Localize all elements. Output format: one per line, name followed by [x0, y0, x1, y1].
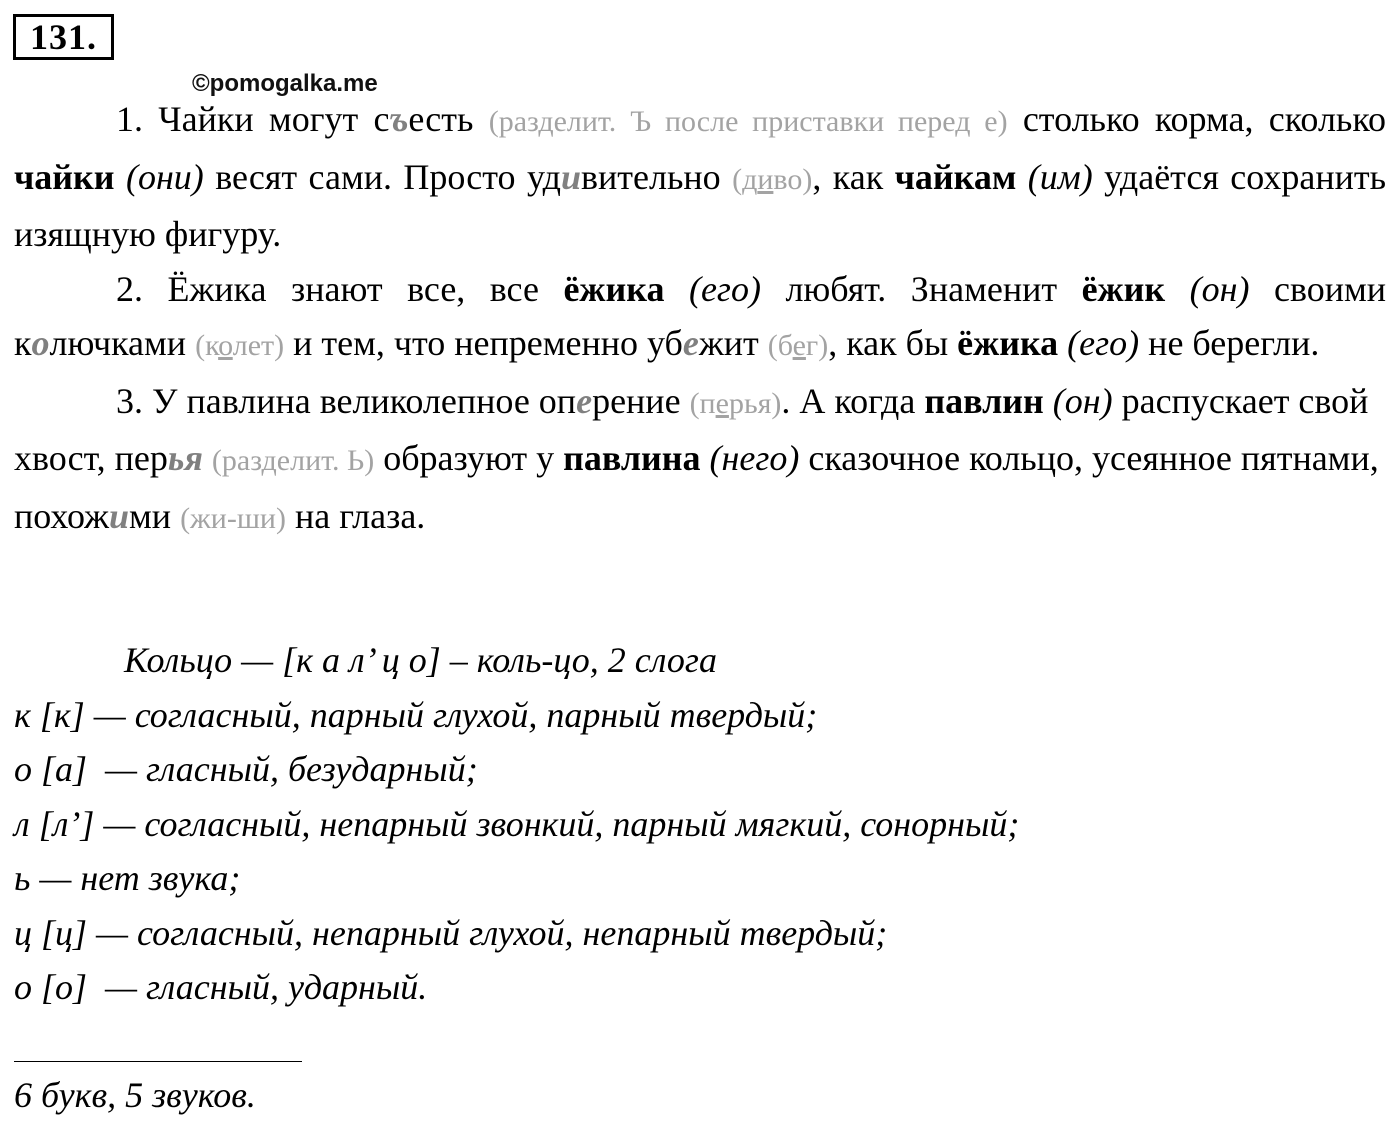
highlighted-letter: и: [561, 156, 582, 197]
pronoun: (он): [1189, 268, 1250, 309]
hint-part: (д: [732, 162, 758, 196]
bold-word: ёжика: [563, 268, 665, 309]
sentence-1: [14, 92, 1386, 262]
hint-part: (п: [689, 386, 716, 420]
phonetic-line: о [а] — гласный, безударный;: [14, 749, 478, 789]
bold-word: павлин: [924, 380, 1044, 421]
phonetic-line: о [о] — гласный, ударный.: [14, 967, 428, 1007]
phonetic-line: ь — нет звука;: [14, 858, 241, 898]
pronoun: (они): [125, 156, 204, 197]
text: сказочное кольцо, усеянное пятнами, похож: [14, 438, 1379, 536]
text: , как бы: [828, 323, 958, 363]
pronoun: (он): [1052, 380, 1113, 421]
highlighted-letter: ья: [167, 438, 203, 478]
highlighted-letter: е: [576, 380, 593, 421]
footer-divider: [14, 1061, 302, 1062]
hint-part: (б: [767, 329, 793, 362]
sentence-3: [14, 374, 1386, 547]
text: 3. У павлина великолепное оп: [116, 380, 577, 421]
hint-underlined: е: [715, 386, 729, 420]
hint: (жи-ши): [180, 501, 286, 535]
hint: [732, 163, 812, 196]
hint-part: во): [773, 162, 813, 196]
text: 1. Чайки могут с: [116, 99, 390, 139]
text: и тем, что непременно уб: [284, 323, 683, 363]
text: 2. Ёжика знают все, все: [116, 268, 564, 309]
hint: (разделит. Ъ после приставки перед е): [488, 105, 1008, 138]
text: весят сами. Просто уд: [203, 156, 561, 197]
watermark: ©pomogalka.me: [192, 70, 378, 97]
bold-word: ёжика: [957, 323, 1059, 363]
text: ми: [129, 495, 181, 536]
bold-word: ёжик: [1081, 268, 1166, 309]
hint-part: рья): [728, 386, 782, 420]
bold-word: чайкам: [894, 156, 1017, 197]
sentence-2: [14, 262, 1386, 374]
text: столько корма, сколько: [1007, 99, 1387, 139]
hint: [768, 329, 828, 362]
hint-underlined: е: [792, 329, 806, 362]
text: . А когда: [781, 380, 925, 421]
phonetic-line: к [к] — согласный, парный глухой, парный твердый;: [14, 694, 818, 735]
bold-word: чайки: [14, 156, 115, 197]
pronoun: (его): [1067, 323, 1140, 363]
text: [203, 438, 212, 478]
phonetic-header: Кольцо — [к а л’ ц о] – коль-цо, 2 слога: [124, 640, 717, 680]
text: любят. Знаменит: [760, 268, 1082, 309]
pronoun: (него): [709, 438, 800, 478]
hint: [195, 329, 284, 362]
hint-part: (к: [195, 329, 219, 362]
text: образуют у: [374, 438, 564, 478]
highlighted-letter: ъ: [389, 99, 409, 139]
highlighted-letter: е: [682, 323, 699, 363]
hint-part: лет): [232, 329, 285, 362]
hint-underlined: о: [218, 329, 233, 362]
bold-word: павлина: [563, 438, 701, 478]
text: своими к: [14, 268, 1387, 363]
text: есть: [408, 99, 489, 139]
phonetic-line: л [л’] — согласный, непарный звонкий, парный мягкий, сонорный;: [14, 803, 1020, 844]
phonetic-analysis: [14, 633, 1386, 1015]
text: жит: [698, 323, 768, 363]
phonetic-line: ц [ц] — согласный, непарный глухой, непарный твердый;: [14, 912, 888, 953]
hint: [690, 387, 782, 420]
text: удаётся сохранить изящную фигуру.: [14, 156, 1387, 254]
hint-underlined: и: [757, 162, 774, 196]
highlighted-letter: и: [108, 495, 130, 536]
text: рение: [592, 380, 690, 421]
highlighted-letter: о: [31, 323, 50, 363]
pronoun: (его): [688, 268, 761, 309]
hint-part: г): [805, 329, 829, 362]
text: распускает свой хвост, пер: [14, 380, 1369, 478]
phonetic-footer: 6 букв, 5 звуков.: [14, 1075, 256, 1115]
pronoun: (им): [1027, 156, 1093, 197]
text: лючками: [49, 323, 196, 363]
exercise-text: [14, 92, 1386, 546]
exercise-number: 131.: [13, 14, 114, 60]
text: вительно: [581, 156, 733, 197]
hint: (разделит. Ь): [211, 444, 375, 477]
text: на глаза.: [285, 495, 426, 536]
text: , как: [812, 156, 895, 197]
text: не берегли.: [1139, 323, 1320, 363]
